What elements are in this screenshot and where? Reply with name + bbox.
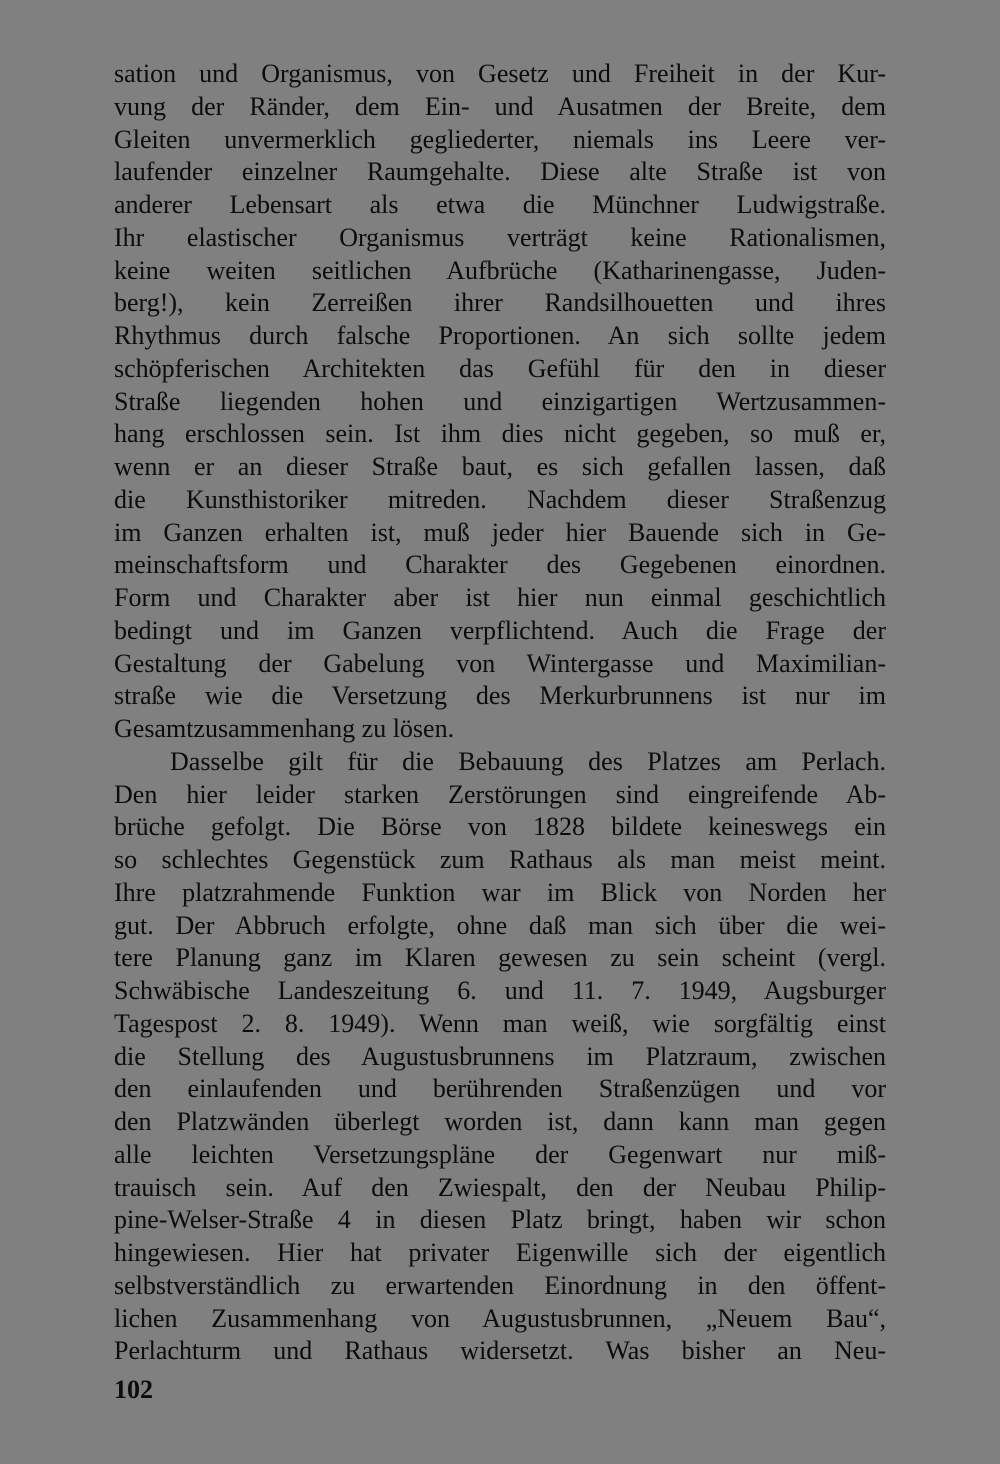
text-line: hang erschlossen sein. Ist ihm dies nicht gegeben, so muß er, — [114, 419, 886, 449]
text-line: vung der Ränder, dem Ein- und Ausatmen der Breite, dem — [114, 91, 886, 121]
text-line: Straße liegenden hohen und einzigartigen Wertzusammen- — [114, 386, 886, 416]
book-page — [114, 58, 886, 1398]
text-line: laufender einzelner Raumgehalte. Diese alte Straße ist von — [114, 157, 886, 187]
text-line: Rhythmus durch falsche Proportionen. An sich sollte jedem — [114, 321, 886, 350]
text-line: anderer Lebensart als etwa die Münchner Ludwigstraße. — [114, 190, 886, 219]
text-line: selbstverständlich zu erwartenden Einordnung in den öffent- — [114, 1270, 886, 1300]
paragraph — [114, 58, 886, 746]
text-line: meinschaftsform und Charakter des Gegebenen einordnen. — [114, 550, 886, 580]
text-line: den Platzwänden überlegt worden ist, dann kann man gegen — [114, 1107, 886, 1136]
text-line: gut. Der Abbruch erfolgte, ohne daß man sich über die wei- — [114, 910, 886, 940]
text-line: Den hier leider starken Zerstörungen sind eingreifende Ab- — [114, 779, 886, 809]
text-line: lichen Zusammenhang von Augustusbrunnen, „Neuem Bau“, — [114, 1303, 886, 1333]
text-line: berg!), kein Zerreißen ihrer Randsilhouetten und ihres — [114, 288, 886, 318]
page-number: 102 — [114, 1375, 153, 1404]
text-line: im Ganzen erhalten ist, muß jeder hier Bauende sich in Ge- — [114, 517, 886, 547]
text-line: Ihr elastischer Organismus verträgt keine Rationalismen, — [114, 222, 886, 252]
text-line: hingewiesen. Hier hat privater Eigenwille sich der eigentlich — [114, 1238, 886, 1267]
text-line: Form und Charakter aber ist hier nun einmal geschichtlich — [114, 583, 886, 612]
body-text — [114, 58, 886, 1368]
text-line: alle leichten Versetzungspläne der Gegenwart nur miß- — [114, 1139, 886, 1169]
text-line: die Stellung des Augustusbrunnens im Platzraum, zwischen — [114, 1041, 886, 1071]
text-line: den einlaufenden und berührenden Straßenzügen und vor — [114, 1074, 886, 1104]
text-line: Gestaltung der Gabelung von Wintergasse und Maximilian- — [114, 648, 886, 678]
text-line: Schwäbische Landeszeitung 6. und 11. 7. 1949, Augsburger — [114, 976, 886, 1005]
text-line: wenn er an dieser Straße baut, es sich gefallen lassen, daß — [114, 452, 886, 481]
text-line: brüche gefolgt. Die Börse von 1828 bildete keineswegs ein — [114, 812, 886, 842]
text-line: Perlachturm und Rathaus widersetzt. Was bisher an Neu- — [114, 1336, 886, 1366]
text-line: trauisch sein. Auf den Zwiespalt, den der Neubau Philip- — [114, 1172, 886, 1202]
text-line: Gesamtzusammenhang zu lösen. — [114, 714, 455, 743]
text-line: schöpferischen Architekten das Gefühl für den in dieser — [114, 353, 886, 383]
paragraph — [114, 746, 886, 1368]
text-line: Tagespost 2. 8. 1949). Wenn man weiß, wie sorgfältig einst — [114, 1008, 886, 1038]
text-line: Dasselbe gilt für die Bebauung des Platzes am Perlach. — [170, 746, 886, 776]
text-line: keine weiten seitlichen Aufbrüche (Katharinengasse, Juden- — [114, 255, 886, 285]
text-line: so schlechtes Gegenstück zum Rathaus als man meist meint. — [114, 845, 886, 874]
text-line: Ihre platzrahmende Funktion war im Blick von Norden her — [114, 877, 886, 907]
text-line: Gleiten unvermerklich gegliederter, niemals ins Leere ver- — [114, 124, 886, 154]
text-line: bedingt und im Ganzen verpflichtend. Auch die Frage der — [114, 615, 886, 645]
text-line: tere Planung ganz im Klaren gewesen zu sein scheint (vergl. — [114, 943, 886, 973]
text-line: straße wie die Versetzung des Merkurbrunnens ist nur im — [114, 681, 886, 711]
text-line: sation und Organismus, von Gesetz und Freiheit in der Kur- — [114, 59, 886, 88]
text-line: pine-Welser-Straße 4 in diesen Platz bringt, haben wir schon — [114, 1205, 886, 1235]
text-line: die Kunsthistoriker mitreden. Nachdem dieser Straßenzug — [114, 484, 886, 514]
